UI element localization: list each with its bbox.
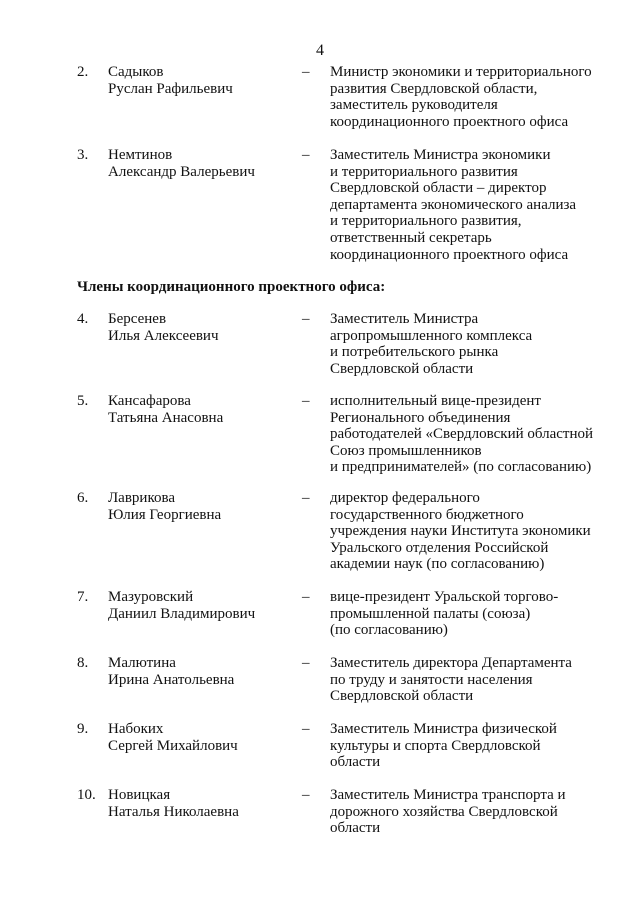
entry-dash: – xyxy=(302,490,310,506)
member-name: Набоких Сергей Михайлович xyxy=(108,721,238,754)
member-role: Заместитель Министра физической культуры и спорта Свердловской области xyxy=(330,721,557,771)
member-name: Малютина Ирина Анатольевна xyxy=(108,655,235,688)
entry-dash: – xyxy=(302,311,310,327)
member-role: вице-президент Уральской торгово- промышленной палаты (союза) (по согласованию) xyxy=(330,589,559,639)
member-role: Заместитель директора Департамента по труду и занятости населения Свердловской области xyxy=(330,655,572,705)
member-name: Лаврикова Юлия Георгиевна xyxy=(108,490,222,523)
member-role: Заместитель Министра транспорта и дорожного хозяйства Свердловской области xyxy=(330,787,566,837)
entry-dash: – xyxy=(302,147,310,163)
entry-dash: – xyxy=(302,721,310,737)
page-number: 4 xyxy=(316,42,324,59)
entry-number: 2. xyxy=(77,64,89,80)
entry-number: 7. xyxy=(77,589,89,605)
member-role: Заместитель Министра экономики и территориального развития Свердловской области – директор департамента экономического анализа и территориального развития, ответственный секретарь координационного проектного офиса xyxy=(330,147,577,263)
member-name: Берсенев Илья Алексеевич xyxy=(108,311,219,344)
entry-number: 9. xyxy=(77,721,89,737)
entry-dash: – xyxy=(302,655,310,671)
member-name: Кансафарова Татьяна Анасовна xyxy=(108,393,224,426)
member-name: Мазуровский Даниил Владимирович xyxy=(108,589,256,622)
entry-number: 10. xyxy=(77,787,96,803)
entry-number: 6. xyxy=(77,490,89,506)
member-role: Заместитель Министра агропромышленного комплекса и потребительского рынка Свердловской области xyxy=(330,311,533,377)
entry-dash: – xyxy=(302,787,310,803)
entry-number: 5. xyxy=(77,393,89,409)
member-name: Садыков Руслан Рафильевич xyxy=(108,64,233,97)
member-role: Министр экономики и территориального развития Свердловской области, заместитель руководителя координационного проектного офиса xyxy=(330,64,592,130)
entry-dash: – xyxy=(302,64,310,80)
member-name: Немтинов Александр Валерьевич xyxy=(108,147,255,180)
section-heading: Члены координационного проектного офиса: xyxy=(77,279,386,295)
member-role: исполнительный вице-президент Регионального объединения работодателей «Свердловский областной Союз промышленников и предпринимателей» (по согласованию) xyxy=(330,393,594,476)
entry-number: 4. xyxy=(77,311,89,327)
entry-number: 8. xyxy=(77,655,89,671)
member-role: директор федерального государственного бюджетного учреждения науки Института экономики Уральского отделения Российской академии наук (по согласованию) xyxy=(330,490,591,573)
entry-dash: – xyxy=(302,393,310,409)
entry-number: 3. xyxy=(77,147,89,163)
entry-dash: – xyxy=(302,589,310,605)
member-name: Новицкая Наталья Николаевна xyxy=(108,787,239,820)
